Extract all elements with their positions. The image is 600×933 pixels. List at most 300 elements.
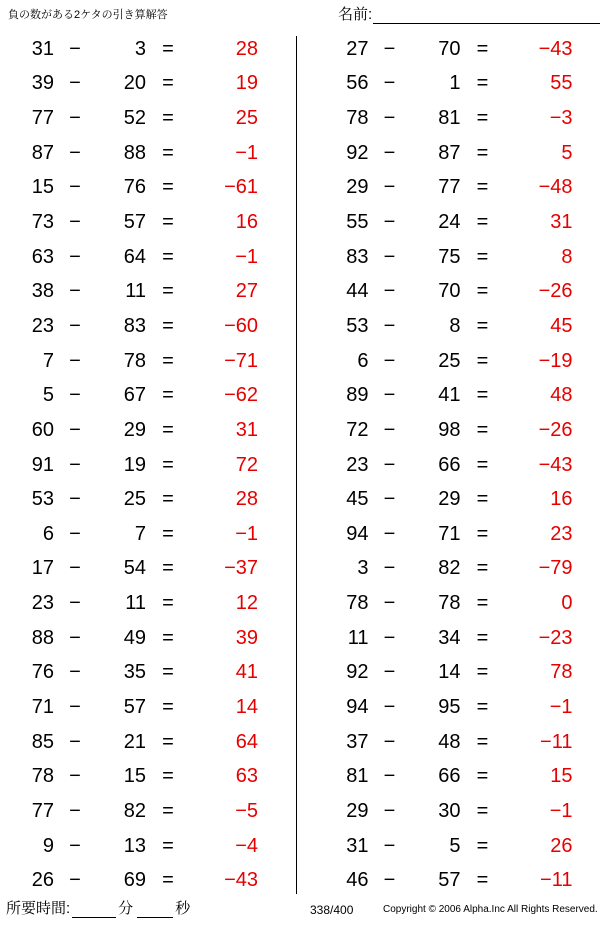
operand-first: 23 — [31, 314, 54, 337]
minus-sign: − — [383, 661, 396, 684]
problem-row — [6, 67, 286, 102]
answer-value: −62 — [224, 384, 258, 407]
equals-sign: = — [162, 418, 174, 441]
minus-sign: − — [69, 869, 81, 892]
minus-sign: − — [383, 384, 396, 407]
minus-sign: − — [383, 765, 396, 788]
operand-second: 78 — [123, 349, 146, 372]
minus-sign: − — [69, 314, 81, 337]
answer-value: −79 — [538, 557, 573, 580]
operand-second: 64 — [123, 245, 146, 268]
operand-second: 70 — [438, 280, 461, 303]
problem-row — [6, 725, 286, 760]
time-field-area — [6, 897, 190, 918]
problem-row — [6, 344, 286, 379]
equals-sign: = — [476, 37, 489, 60]
answer-value: −71 — [224, 349, 258, 372]
minus-sign: − — [69, 280, 81, 303]
minus-sign: − — [69, 834, 81, 857]
equals-sign: = — [162, 314, 174, 337]
equals-sign: = — [162, 661, 174, 684]
operand-second: 19 — [123, 453, 146, 476]
minus-sign: − — [69, 488, 81, 511]
equals-sign: = — [476, 592, 489, 615]
operand-second: 57 — [123, 695, 146, 718]
operand-second: 7 — [134, 522, 146, 545]
seconds-input-line[interactable] — [137, 900, 173, 918]
operand-second: 66 — [438, 453, 461, 476]
operand-first: 55 — [346, 211, 369, 234]
operand-first: 78 — [346, 592, 369, 615]
operand-first: 53 — [31, 488, 54, 511]
answer-value: 5 — [561, 141, 573, 164]
equals-sign: = — [162, 557, 174, 580]
problem-row — [321, 274, 600, 309]
equals-sign: = — [476, 245, 489, 268]
problem-row — [6, 552, 286, 587]
operand-first: 37 — [346, 730, 369, 753]
minutes-input-line[interactable] — [72, 900, 116, 918]
problem-row — [321, 205, 600, 240]
operand-second: 29 — [438, 488, 461, 511]
answer-value: −60 — [224, 314, 258, 337]
problem-row — [6, 205, 286, 240]
operand-second: 52 — [123, 107, 146, 130]
answer-value: 12 — [235, 592, 258, 615]
minus-sign: − — [69, 453, 81, 476]
operand-first: 45 — [346, 488, 369, 511]
problem-row — [6, 829, 286, 864]
minus-sign: − — [69, 37, 81, 60]
equals-sign: = — [162, 280, 174, 303]
answer-value: 19 — [235, 72, 258, 95]
answer-value: 16 — [550, 488, 573, 511]
problem-row — [321, 344, 600, 379]
minus-sign: − — [383, 453, 396, 476]
minus-sign: − — [383, 522, 396, 545]
operand-second: 24 — [438, 211, 461, 234]
minus-sign: − — [383, 557, 396, 580]
operand-second: 29 — [123, 418, 146, 441]
equals-sign: = — [162, 522, 174, 545]
problem-columns — [0, 32, 600, 898]
operand-second: 83 — [123, 314, 146, 337]
operand-first: 39 — [31, 72, 54, 95]
time-label: 所要時間: — [6, 900, 71, 917]
operand-second: 87 — [438, 141, 461, 164]
operand-first: 88 — [31, 626, 54, 649]
minus-sign: − — [69, 522, 81, 545]
equals-sign: = — [162, 626, 174, 649]
problem-row — [321, 309, 600, 344]
answer-value: −3 — [549, 107, 573, 130]
operand-first: 31 — [31, 37, 54, 60]
answer-value: −1 — [235, 522, 258, 545]
answer-value: −26 — [538, 280, 573, 303]
answer-value: 28 — [235, 488, 258, 511]
answer-value: −1 — [549, 695, 573, 718]
problem-row — [6, 586, 286, 621]
operand-second: 75 — [438, 245, 461, 268]
answer-value: −61 — [224, 176, 258, 199]
problem-row — [321, 517, 600, 552]
minus-sign: − — [69, 141, 81, 164]
equals-sign: = — [476, 141, 489, 164]
operand-first: 53 — [346, 314, 369, 337]
minus-sign: − — [69, 626, 81, 649]
operand-second: 76 — [123, 176, 146, 199]
minus-sign: − — [383, 349, 396, 372]
minus-sign: − — [383, 176, 396, 199]
answer-value: −4 — [235, 834, 258, 857]
operand-second: 13 — [123, 834, 146, 857]
minus-sign: − — [383, 592, 396, 615]
answer-value: 63 — [235, 765, 258, 788]
operand-second: 57 — [123, 211, 146, 234]
problem-row — [321, 240, 600, 275]
operand-second: 77 — [438, 176, 461, 199]
equals-sign: = — [162, 799, 174, 822]
minus-sign: − — [383, 37, 396, 60]
answer-value: −1 — [235, 245, 258, 268]
minus-sign: − — [383, 626, 396, 649]
answer-value: 78 — [550, 661, 573, 684]
problem-row — [321, 794, 600, 829]
minus-sign: − — [383, 280, 396, 303]
operand-first: 77 — [31, 107, 54, 130]
problem-row — [6, 413, 286, 448]
operand-first: 87 — [31, 141, 54, 164]
minus-sign: − — [383, 107, 396, 130]
answer-value: 8 — [561, 245, 573, 268]
operand-first: 23 — [346, 453, 369, 476]
operand-second: 25 — [123, 488, 146, 511]
answer-value: 64 — [235, 730, 258, 753]
operand-first: 6 — [42, 522, 54, 545]
operand-first: 76 — [31, 661, 54, 684]
operand-first: 73 — [31, 211, 54, 234]
answer-value: 72 — [235, 453, 258, 476]
problem-row — [321, 448, 600, 483]
problem-row — [321, 829, 600, 864]
operand-first: 71 — [31, 695, 54, 718]
problem-row — [321, 136, 600, 171]
operand-first: 81 — [346, 765, 369, 788]
problem-row — [6, 240, 286, 275]
problem-row — [321, 586, 600, 621]
minus-sign: − — [383, 799, 396, 822]
minus-sign: − — [69, 211, 81, 234]
problem-row — [6, 863, 286, 898]
operand-first: 38 — [31, 280, 54, 303]
operand-second: 57 — [438, 869, 461, 892]
answer-value: 28 — [235, 37, 258, 60]
equals-sign: = — [162, 453, 174, 476]
minus-sign: − — [69, 107, 81, 130]
problem-row — [6, 621, 286, 656]
answer-value: 0 — [561, 592, 573, 615]
minus-sign: − — [383, 418, 396, 441]
problem-column-right — [307, 32, 600, 898]
equals-sign: = — [162, 211, 174, 234]
column-divider — [296, 36, 297, 894]
equals-sign: = — [162, 488, 174, 511]
minus-sign: − — [69, 695, 81, 718]
minus-sign: − — [69, 245, 81, 268]
problem-row — [321, 656, 600, 691]
operand-first: 46 — [346, 869, 369, 892]
operand-second: 48 — [438, 730, 461, 753]
seconds-unit-label: 秒 — [175, 900, 191, 917]
minus-sign: − — [383, 211, 396, 234]
problem-row — [321, 378, 600, 413]
minus-sign: − — [69, 384, 81, 407]
minus-sign: − — [383, 834, 396, 857]
equals-sign: = — [476, 799, 489, 822]
operand-second: 69 — [123, 869, 146, 892]
operand-first: 85 — [31, 730, 54, 753]
minus-sign: − — [69, 730, 81, 753]
minus-sign: − — [383, 245, 396, 268]
problem-row — [6, 32, 286, 67]
operand-second: 95 — [438, 695, 461, 718]
operand-first: 44 — [346, 280, 369, 303]
answer-value: −43 — [224, 869, 258, 892]
problem-row — [321, 67, 600, 102]
operand-first: 94 — [346, 695, 369, 718]
operand-first: 27 — [346, 37, 369, 60]
equals-sign: = — [476, 522, 489, 545]
operand-second: 5 — [449, 834, 461, 857]
operand-first: 94 — [346, 522, 369, 545]
problem-row — [321, 482, 600, 517]
operand-first: 17 — [31, 557, 54, 580]
problem-row — [6, 378, 286, 413]
minus-sign: − — [69, 765, 81, 788]
equals-sign: = — [476, 488, 489, 511]
operand-second: 3 — [134, 37, 146, 60]
equals-sign: = — [476, 418, 489, 441]
equals-sign: = — [476, 453, 489, 476]
answer-value: 31 — [550, 211, 573, 234]
operand-second: 11 — [125, 280, 146, 303]
problem-row — [321, 413, 600, 448]
problem-row — [321, 32, 600, 67]
operand-first: 7 — [42, 349, 54, 372]
operand-first: 83 — [346, 245, 369, 268]
answer-value: 31 — [235, 418, 258, 441]
problem-row — [6, 690, 286, 725]
equals-sign: = — [476, 280, 489, 303]
page-header — [0, 0, 600, 34]
answer-value: 55 — [550, 72, 573, 95]
minus-sign: − — [383, 730, 396, 753]
minus-sign: − — [383, 141, 396, 164]
operand-second: 1 — [449, 72, 461, 95]
problem-row — [6, 309, 286, 344]
minus-sign: − — [383, 314, 396, 337]
name-input-line[interactable] — [373, 6, 600, 24]
answer-value: −11 — [540, 730, 573, 753]
problem-row — [321, 690, 600, 725]
operand-second: 70 — [438, 37, 461, 60]
problem-row — [321, 552, 600, 587]
equals-sign: = — [162, 107, 174, 130]
answer-value: 14 — [235, 695, 258, 718]
answer-value: 16 — [235, 211, 258, 234]
operand-first: 5 — [42, 384, 54, 407]
operand-first: 77 — [31, 799, 54, 822]
equals-sign: = — [162, 245, 174, 268]
minus-sign: − — [383, 695, 396, 718]
answer-value: 23 — [550, 522, 573, 545]
minus-sign: − — [69, 349, 81, 372]
problem-row — [6, 794, 286, 829]
equals-sign: = — [162, 834, 174, 857]
operand-first: 15 — [31, 176, 54, 199]
operand-first: 78 — [31, 765, 54, 788]
operand-second: 25 — [438, 349, 461, 372]
equals-sign: = — [162, 141, 174, 164]
problem-row — [6, 274, 286, 309]
problem-row — [321, 171, 600, 206]
operand-first: 78 — [346, 107, 369, 130]
answer-value: 26 — [550, 834, 573, 857]
answer-value: −23 — [538, 626, 573, 649]
operand-first: 92 — [346, 661, 369, 684]
minus-sign: − — [69, 72, 81, 95]
equals-sign: = — [476, 176, 489, 199]
problem-row — [6, 759, 286, 794]
answer-value: −26 — [538, 418, 573, 441]
answer-value: −11 — [540, 869, 573, 892]
operand-second: 81 — [438, 107, 461, 130]
equals-sign: = — [476, 695, 489, 718]
problem-row — [6, 656, 286, 691]
equals-sign: = — [162, 37, 174, 60]
page-number: 338/400 — [310, 903, 354, 917]
answer-value: −19 — [538, 349, 573, 372]
equals-sign: = — [162, 592, 174, 615]
problem-row — [321, 101, 600, 136]
operand-first: 23 — [31, 592, 54, 615]
problem-row — [321, 863, 600, 898]
operand-first: 60 — [31, 418, 54, 441]
operand-second: 8 — [449, 314, 461, 337]
operand-second: 14 — [438, 661, 461, 684]
operand-first: 11 — [347, 626, 369, 649]
answer-value: 41 — [235, 661, 258, 684]
problem-row — [6, 448, 286, 483]
operand-second: 41 — [438, 384, 461, 407]
equals-sign: = — [476, 72, 489, 95]
operand-second: 34 — [438, 626, 461, 649]
operand-second: 82 — [438, 557, 461, 580]
problem-column-left — [0, 32, 286, 898]
operand-second: 71 — [438, 522, 461, 545]
equals-sign: = — [162, 869, 174, 892]
equals-sign: = — [162, 730, 174, 753]
equals-sign: = — [162, 765, 174, 788]
operand-second: 67 — [123, 384, 146, 407]
answer-value: 25 — [235, 107, 258, 130]
answer-value: 39 — [235, 626, 258, 649]
answer-value: −43 — [538, 453, 573, 476]
problem-row — [6, 101, 286, 136]
operand-first: 29 — [346, 799, 369, 822]
operand-second: 78 — [438, 592, 461, 615]
operand-second: 54 — [123, 557, 146, 580]
answer-value: −43 — [538, 37, 573, 60]
answer-value: 48 — [550, 384, 573, 407]
equals-sign: = — [476, 314, 489, 337]
equals-sign: = — [476, 730, 489, 753]
equals-sign: = — [476, 765, 489, 788]
operand-first: 89 — [346, 384, 369, 407]
operand-first: 26 — [31, 869, 54, 892]
operand-second: 15 — [123, 765, 146, 788]
name-field-area — [338, 3, 600, 24]
minus-sign: − — [69, 661, 81, 684]
operand-first: 31 — [346, 834, 369, 857]
operand-first: 29 — [346, 176, 369, 199]
copyright-notice: Copyright © 2006 Alpha.Inc All Rights Reserved. — [383, 904, 598, 915]
equals-sign: = — [162, 695, 174, 718]
problem-row — [6, 171, 286, 206]
equals-sign: = — [162, 349, 174, 372]
problem-row — [321, 621, 600, 656]
minus-sign: − — [69, 176, 81, 199]
equals-sign: = — [476, 661, 489, 684]
equals-sign: = — [476, 384, 489, 407]
answer-value: 45 — [550, 314, 573, 337]
answer-value: −37 — [224, 557, 258, 580]
equals-sign: = — [476, 211, 489, 234]
operand-second: 82 — [123, 799, 146, 822]
equals-sign: = — [476, 107, 489, 130]
operand-first: 63 — [31, 245, 54, 268]
operand-first: 9 — [42, 834, 54, 857]
answer-value: −1 — [549, 799, 573, 822]
operand-first: 56 — [346, 72, 369, 95]
answer-value: 27 — [235, 280, 258, 303]
operand-first: 6 — [357, 349, 369, 372]
answer-value: −48 — [538, 176, 573, 199]
operand-second: 49 — [123, 626, 146, 649]
operand-second: 30 — [438, 799, 461, 822]
name-label: 名前: — [338, 6, 373, 23]
problem-row — [6, 482, 286, 517]
equals-sign: = — [476, 626, 489, 649]
problem-row — [321, 759, 600, 794]
minus-sign: − — [383, 869, 396, 892]
operand-first: 72 — [346, 418, 369, 441]
problem-row — [6, 136, 286, 171]
minus-sign: − — [69, 592, 81, 615]
operand-first: 92 — [346, 141, 369, 164]
problem-row — [321, 725, 600, 760]
equals-sign: = — [476, 869, 489, 892]
minus-sign: − — [383, 488, 396, 511]
page-title: 負の数がある2ケタの引き算解答 — [8, 9, 168, 21]
operand-second: 88 — [123, 141, 146, 164]
minus-sign: − — [69, 557, 81, 580]
operand-second: 21 — [123, 730, 146, 753]
answer-value: −1 — [235, 141, 258, 164]
operand-second: 66 — [438, 765, 461, 788]
operand-first: 3 — [357, 557, 369, 580]
equals-sign: = — [162, 72, 174, 95]
